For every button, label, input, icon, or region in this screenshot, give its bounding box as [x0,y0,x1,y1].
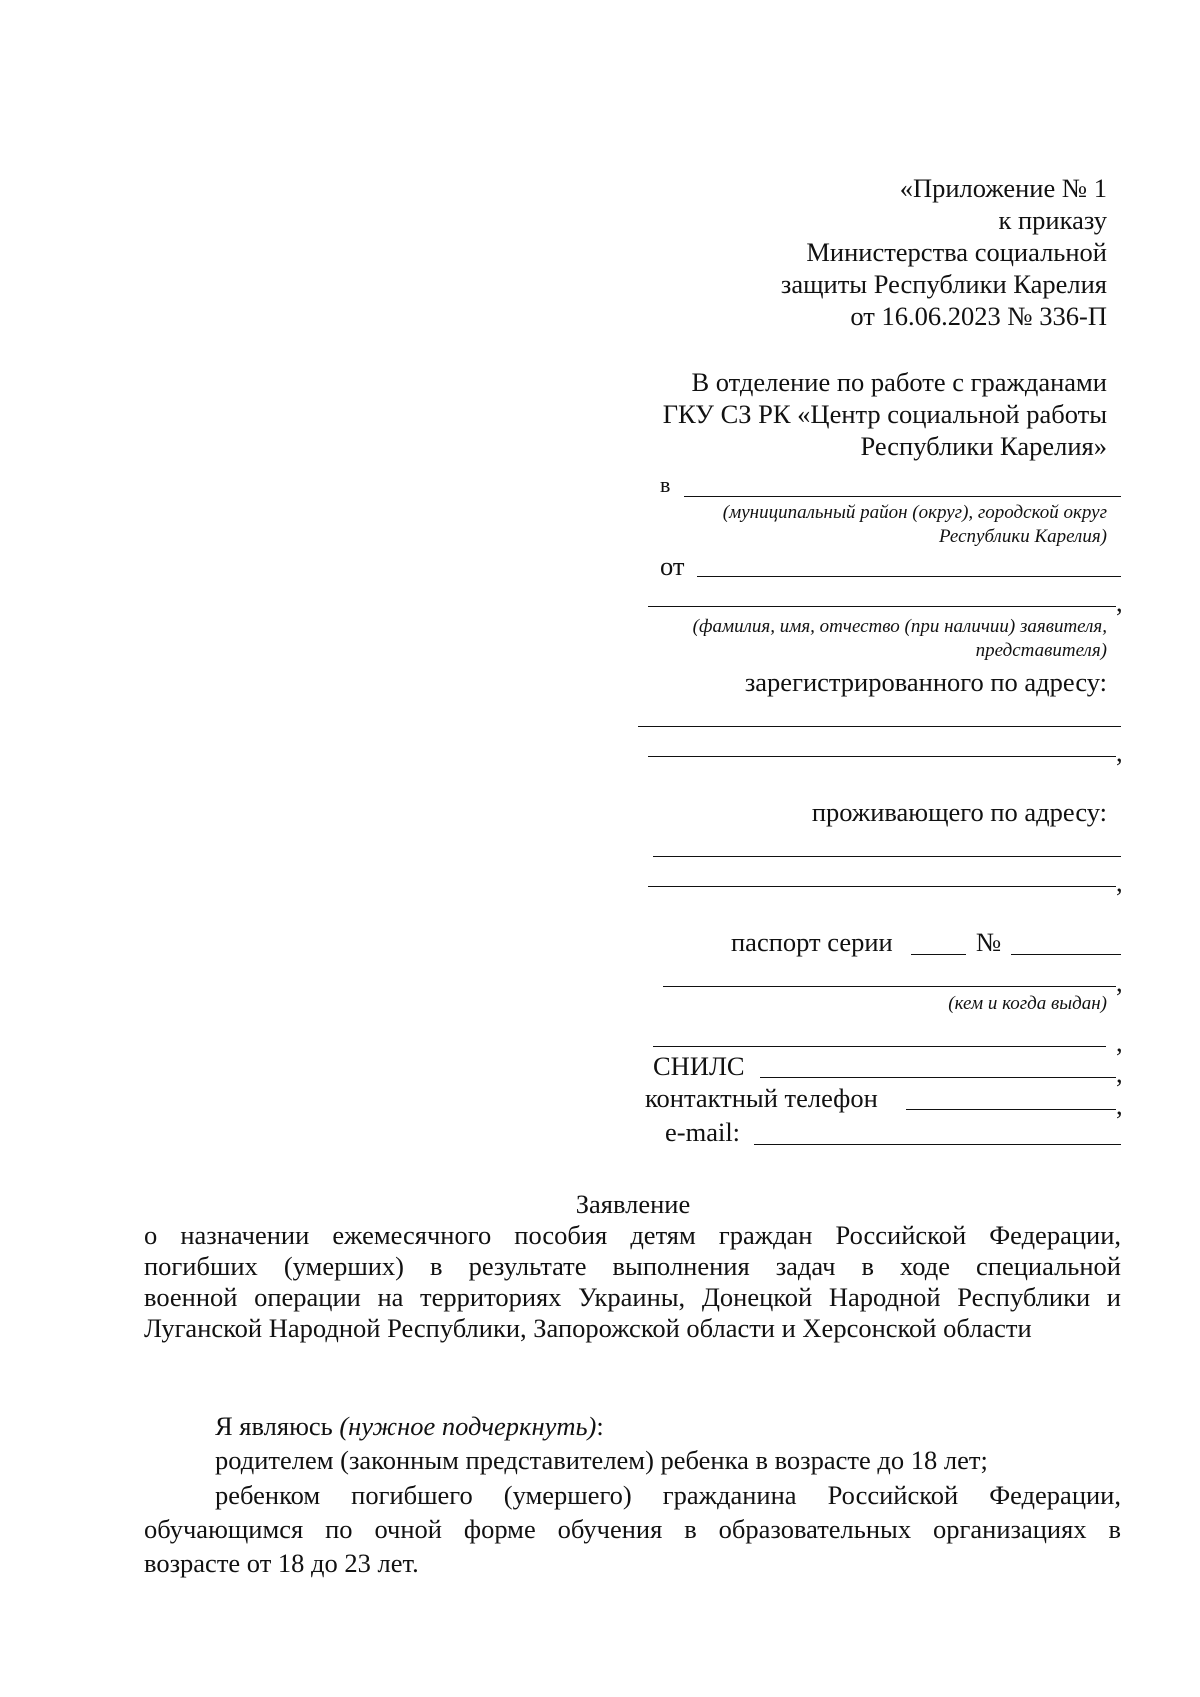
option-child-line-3: возрасте от 18 до 23 лет. [144,1548,419,1578]
applicant-hint-1: (фамилия, имя, отчество (при наличии) заявителя, [692,616,1107,637]
option-parent[interactable]: родителем (законным представителем) ребенка в возрасте до 18 лет; [215,1445,988,1475]
passport-issued-field-2[interactable] [653,1046,1106,1047]
addressee-line-2: ГКУ СЗ РК «Центр социальной работы [662,399,1107,429]
registered-address-label: зарегистрированного по адресу: [744,667,1107,697]
addressee-line-3: Республики Карелия» [860,431,1107,461]
snils-label: СНИЛС [653,1051,745,1081]
snils-field[interactable] [760,1077,1116,1078]
passport-issued-field-1[interactable] [663,986,1116,987]
i-am-text: Я являюсь [215,1411,333,1441]
residence-address-label: проживающего по адресу: [811,797,1107,827]
subtitle-line-3: военной операции на территориях Украины, Донецкой Народной Республики и [144,1282,1121,1312]
residence-address-field-2[interactable] [648,886,1116,887]
underline-hint: (нужное подчеркнуть) [339,1411,597,1441]
applicant-name-field-2[interactable] [648,606,1116,607]
municipality-prefix: в [660,472,671,497]
option-child-paragraph[interactable] [144,1478,1121,1580]
appendix-line-2: к приказу [998,205,1107,235]
passport-series-label: паспорт серии [731,927,893,957]
comma: , [1116,737,1123,767]
residence-address-field-1[interactable] [653,856,1121,857]
comma: , [1116,1090,1123,1120]
passport-number-sign: № [976,927,1002,957]
appendix-line-4: защиты Республики Карелия [780,269,1107,299]
from-prefix: от [660,551,685,581]
email-field[interactable] [754,1144,1121,1145]
application-subtitle [144,1220,1121,1344]
addressee-line-1: В отделение по работе с гражданами [691,367,1107,397]
passport-series-field[interactable] [911,954,966,955]
i-am-line [215,1410,604,1442]
municipality-hint-2: Республики Карелия) [939,526,1107,547]
registered-address-field-1[interactable] [638,726,1121,727]
registered-address-field-2[interactable] [648,756,1116,757]
applicant-hint-2: представителя) [975,640,1107,661]
comma: , [1116,867,1123,897]
comma: , [1116,587,1123,617]
application-title: Заявление [575,1189,691,1219]
comma: , [1116,1058,1123,1088]
municipality-field[interactable] [684,496,1121,497]
colon: : [596,1411,604,1441]
applicant-name-field-1[interactable] [697,576,1121,577]
option-child-line-2: обучающимся по очной форме обучения в образовательных организациях в [144,1514,1121,1544]
subtitle-line-2: погибших (умерших) в результате выполнения задач в ходе специальной [144,1251,1121,1281]
phone-label: контактный телефон [645,1083,878,1113]
passport-number-field[interactable] [1011,954,1121,955]
subtitle-line-4: Луганской Народной Республики, Запорожской области и Херсонской области [144,1313,1032,1343]
municipality-hint-1: (муниципальный район (округ), городской округ [722,502,1107,523]
email-label: e-mail: [665,1117,741,1147]
passport-issued-hint: (кем и когда выдан) [948,993,1107,1014]
comma: , [1116,967,1123,997]
appendix-line-3: Министерства социальной [806,237,1107,267]
appendix-line-5: от 16.06.2023 № 336-П [850,301,1107,331]
subtitle-line-1: о назначении ежемесячного пособия детям граждан Российской Федерации, [144,1220,1121,1250]
phone-field[interactable] [906,1109,1116,1110]
appendix-line-1: «Приложение № 1 [899,173,1107,203]
comma: , [1116,1027,1123,1057]
option-child-line-1: ребенком погибшего (умершего) гражданина Российской Федерации, [215,1480,1121,1510]
